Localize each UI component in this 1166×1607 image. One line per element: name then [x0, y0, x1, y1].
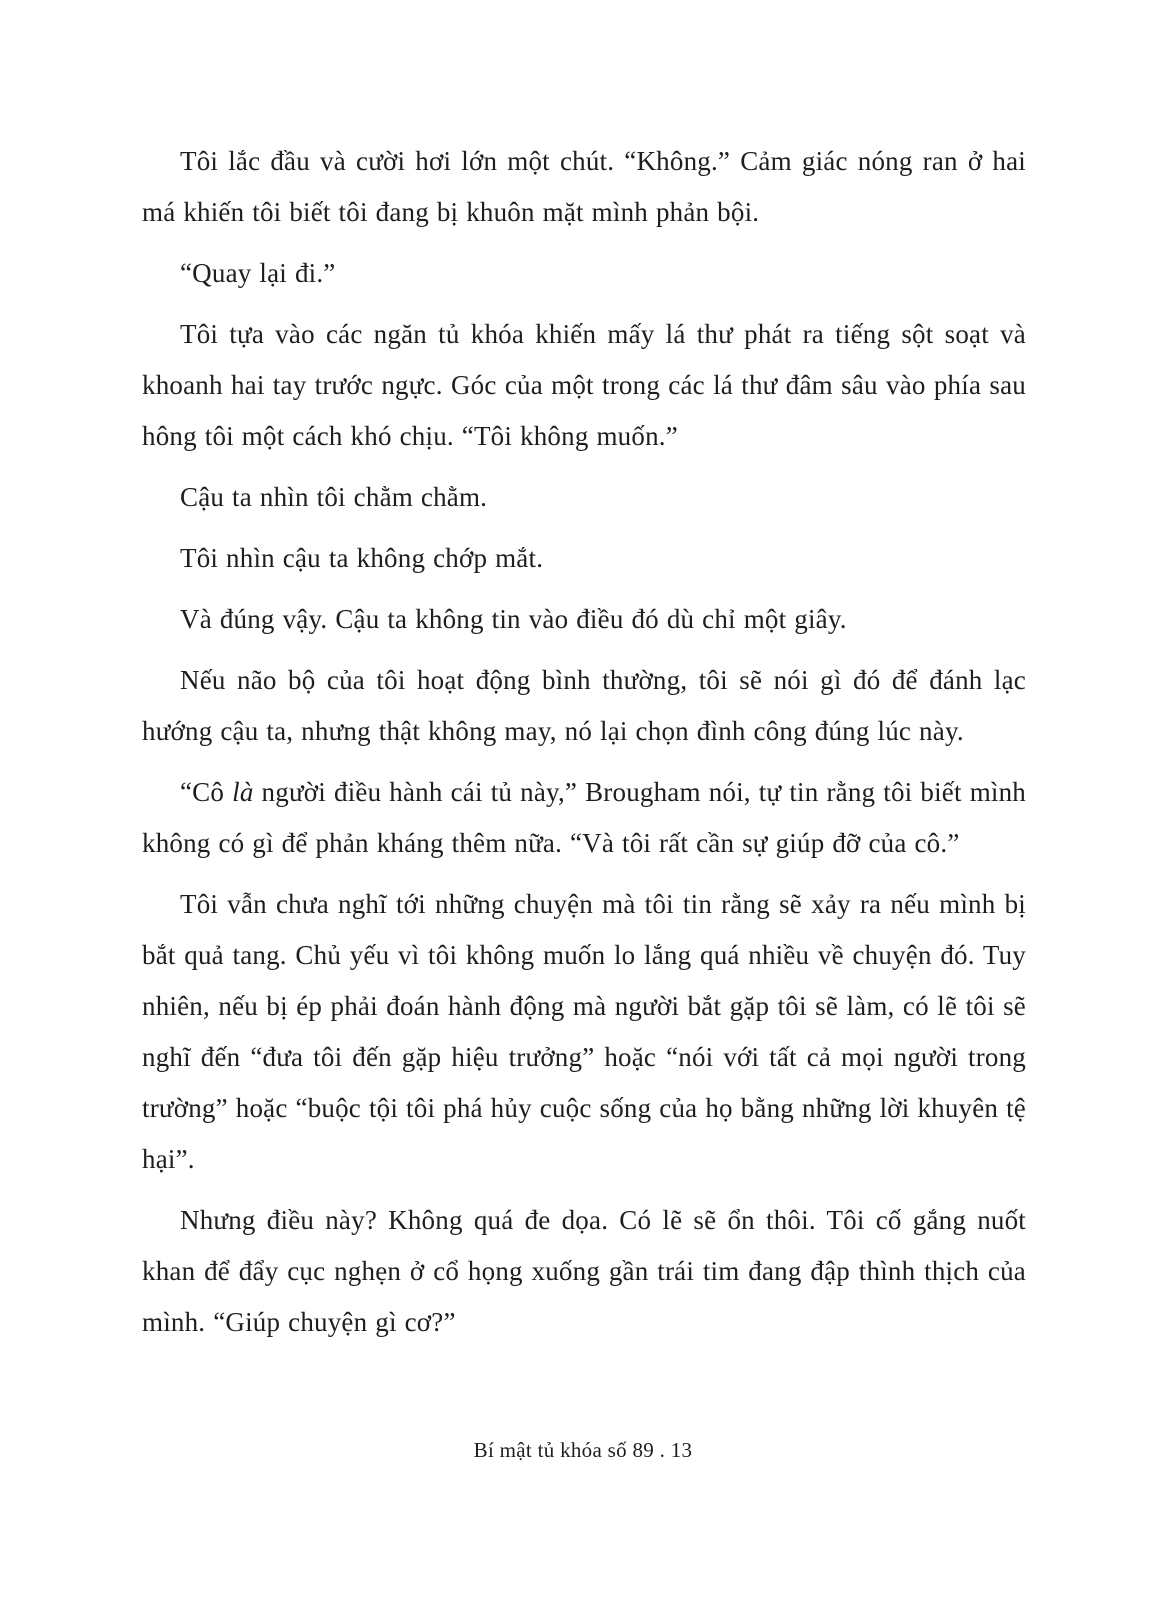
paragraph — [142, 248, 1026, 299]
page-text — [142, 136, 1026, 1358]
paragraph — [142, 594, 1026, 645]
text-run: Tôi lắc đầu và cười hơi lớn một chút. “Không.” Cảm giác nóng ran ở hai má khiến tôi biết tôi đang bị khuôn mặt mình phản bội. — [142, 146, 1026, 227]
paragraph — [142, 655, 1026, 757]
text-run: Cậu ta nhìn tôi chằm chằm. — [180, 482, 488, 512]
paragraph — [142, 1195, 1026, 1348]
text-run: Nếu não bộ của tôi hoạt động bình thường, tôi sẽ nói gì đó để đánh lạc hướng cậu ta, nhưng thật không may, nó lại chọn đình công đúng lúc này. — [142, 665, 1026, 746]
paragraph — [142, 767, 1026, 869]
text-run: “Cô — [180, 777, 233, 807]
paragraph — [142, 309, 1026, 462]
paragraph — [142, 533, 1026, 584]
text-run: “Quay lại đi.” — [180, 258, 336, 288]
paragraph — [142, 136, 1026, 238]
italic-text-run: là — [232, 777, 254, 807]
text-run: Nhưng điều này? Không quá đe dọa. Có lẽ sẽ ổn thôi. Tôi cố gắng nuốt khan để đẩy cục nghẹn ở cổ họng xuống gần trái tim đang đập thình thịch của mình. “Giúp chuyện gì cơ?” — [142, 1205, 1026, 1337]
text-run: người điều hành cái tủ này,” Brougham nói, tự tin rằng tôi biết mình không có gì để phản kháng thêm nữa. “Và tôi rất cần sự giúp đỡ của cô.” — [142, 777, 1026, 858]
text-run: Tôi nhìn cậu ta không chớp mắt. — [180, 543, 544, 573]
text-run: Tôi tựa vào các ngăn tủ khóa khiến mấy lá thư phát ra tiếng sột soạt và khoanh hai tay trước ngực. Góc của một trong các lá thư đâm sâu vào phía sau hông tôi một cách khó chịu. “Tôi không muốn.” — [142, 319, 1026, 451]
text-run: Tôi vẫn chưa nghĩ tới những chuyện mà tôi tin rằng sẽ xảy ra nếu mình bị bắt quả tang. Chủ yếu vì tôi không muốn lo lắng quá nhiều về chuyện đó. Tuy nhiên, nếu bị ép phải đoán hành động mà người bắt gặp tôi sẽ làm, có lẽ tôi sẽ nghĩ đến “đưa tôi đến gặp hiệu trưởng” hoặc “nói với tất cả mọi người trong trường” hoặc “buộc tội tôi phá hủy cuộc sống của họ bằng những lời khuyên tệ hại”. — [142, 889, 1026, 1174]
text-run: Và đúng vậy. Cậu ta không tin vào điều đó dù chỉ một giây. — [180, 604, 847, 634]
paragraph — [142, 879, 1026, 1185]
paragraph — [142, 472, 1026, 523]
page-footer: Bí mật tủ khóa số 89 . 13 — [473, 1438, 693, 1462]
